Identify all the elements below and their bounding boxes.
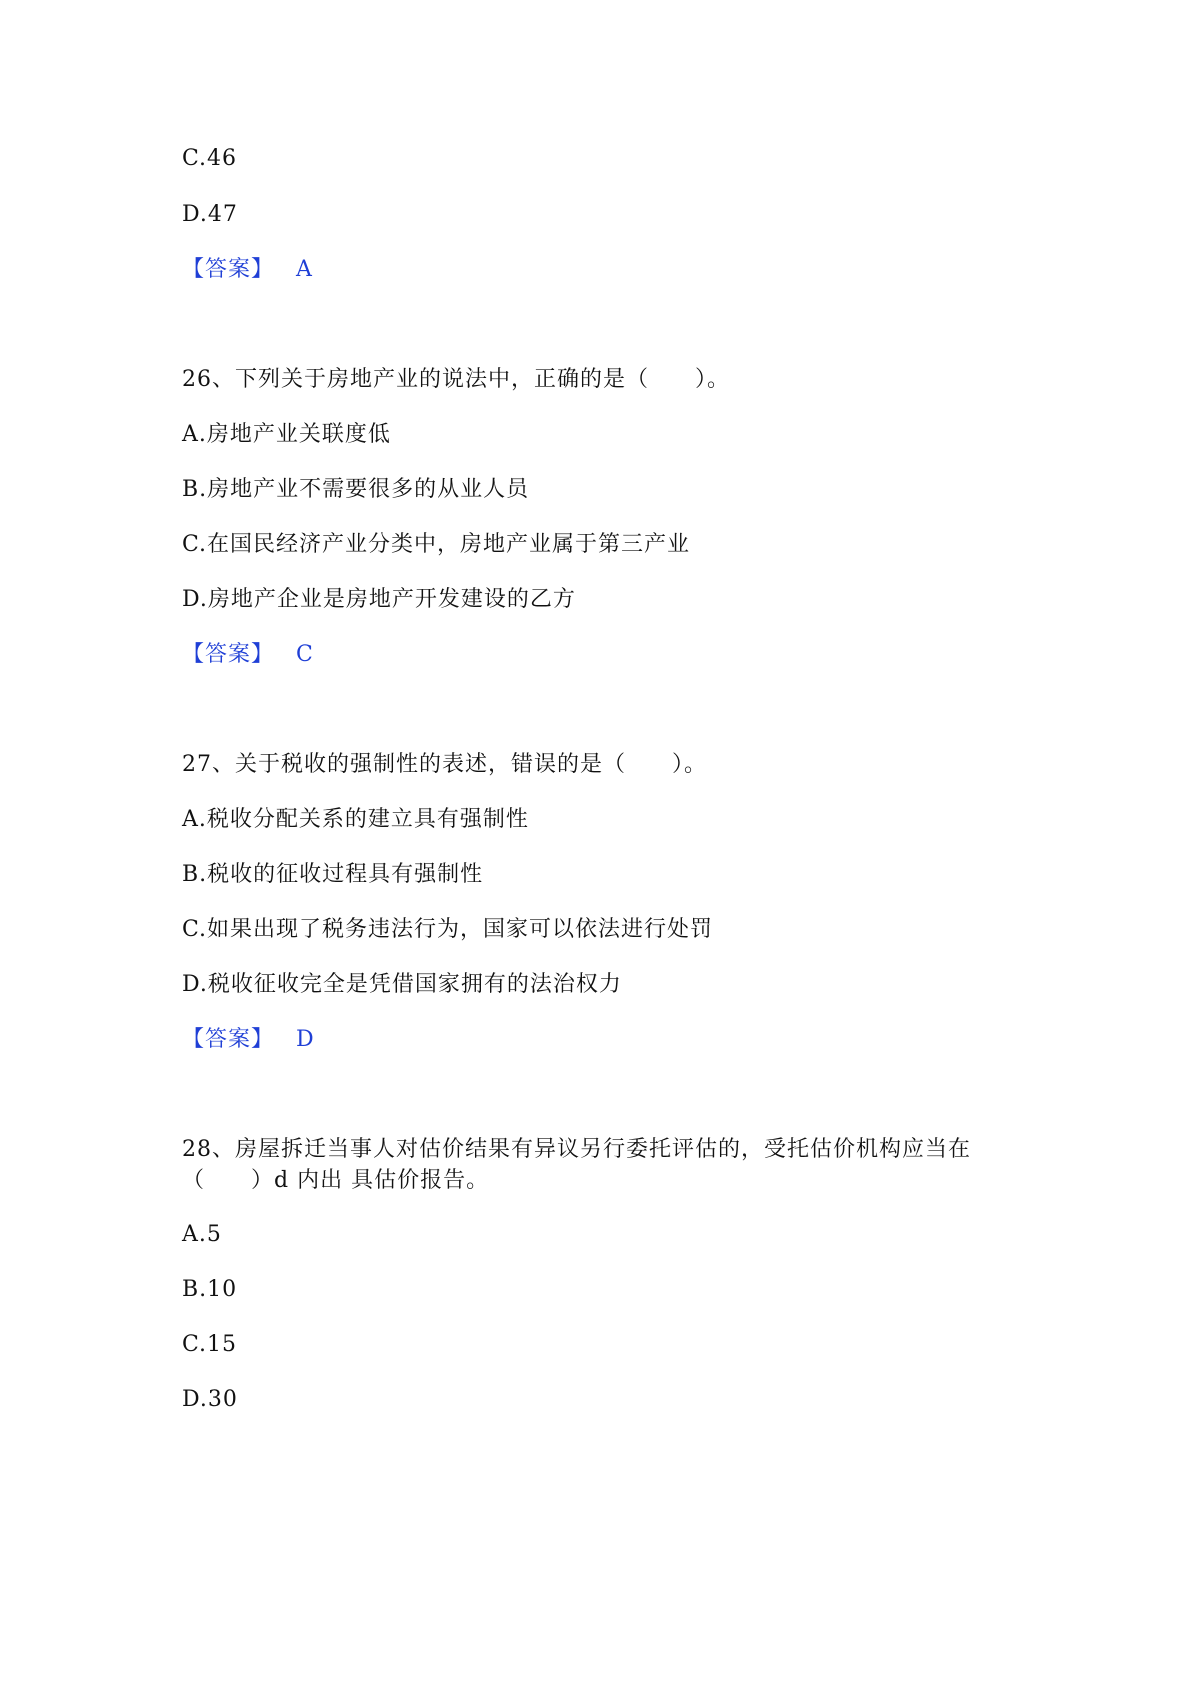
q27-option-c: C.如果出现了税务违法行为，国家可以依法进行处罚: [182, 917, 714, 942]
q25-option-d: D.47: [182, 202, 238, 227]
answer-label: 【答案】: [182, 1027, 275, 1052]
q28-stem-line2: （ ）d 内出 具估价报告。: [182, 1168, 490, 1193]
q28-option-c: C.15: [182, 1332, 238, 1357]
q25-answer: [182, 256, 313, 284]
answer-label: 【答案】: [182, 642, 275, 667]
q27-option-d: D.税收征收完全是凭借国家拥有的法治权力: [182, 972, 622, 997]
q28-stem-line1: 28、房屋拆迁当事人对估价结果有异议另行委托评估的，受托估价机构应当在: [182, 1137, 971, 1162]
answer-label: 【答案】: [182, 257, 275, 282]
q26-option-c: C.在国民经济产业分类中，房地产业属于第三产业: [182, 532, 691, 557]
q27-stem: 27、关于税收的强制性的表述，错误的是（ ）。: [182, 752, 707, 777]
q26-answer: [182, 641, 314, 669]
q26-stem: 26、下列关于房地产业的说法中，正确的是（ ）。: [182, 367, 730, 392]
q28-option-d: D.30: [182, 1387, 238, 1412]
answer-value: D: [296, 1027, 315, 1052]
answer-value: C: [296, 642, 314, 667]
q27-answer: [182, 1026, 315, 1054]
q26-option-d: D.房地产企业是房地产开发建设的乙方: [182, 587, 576, 612]
q27-option-b: B.税收的征收过程具有强制性: [182, 862, 484, 887]
answer-value: A: [296, 257, 313, 282]
q25-option-c: C.46: [182, 146, 238, 171]
q27-option-a: A.税收分配关系的建立具有强制性: [182, 807, 529, 832]
q28-option-b: B.10: [182, 1277, 238, 1302]
q28-option-a: A.5: [182, 1222, 222, 1247]
q26-option-b: B.房地产业不需要很多的从业人员: [182, 477, 530, 502]
q26-option-a: A.房地产业关联度低: [182, 422, 391, 447]
